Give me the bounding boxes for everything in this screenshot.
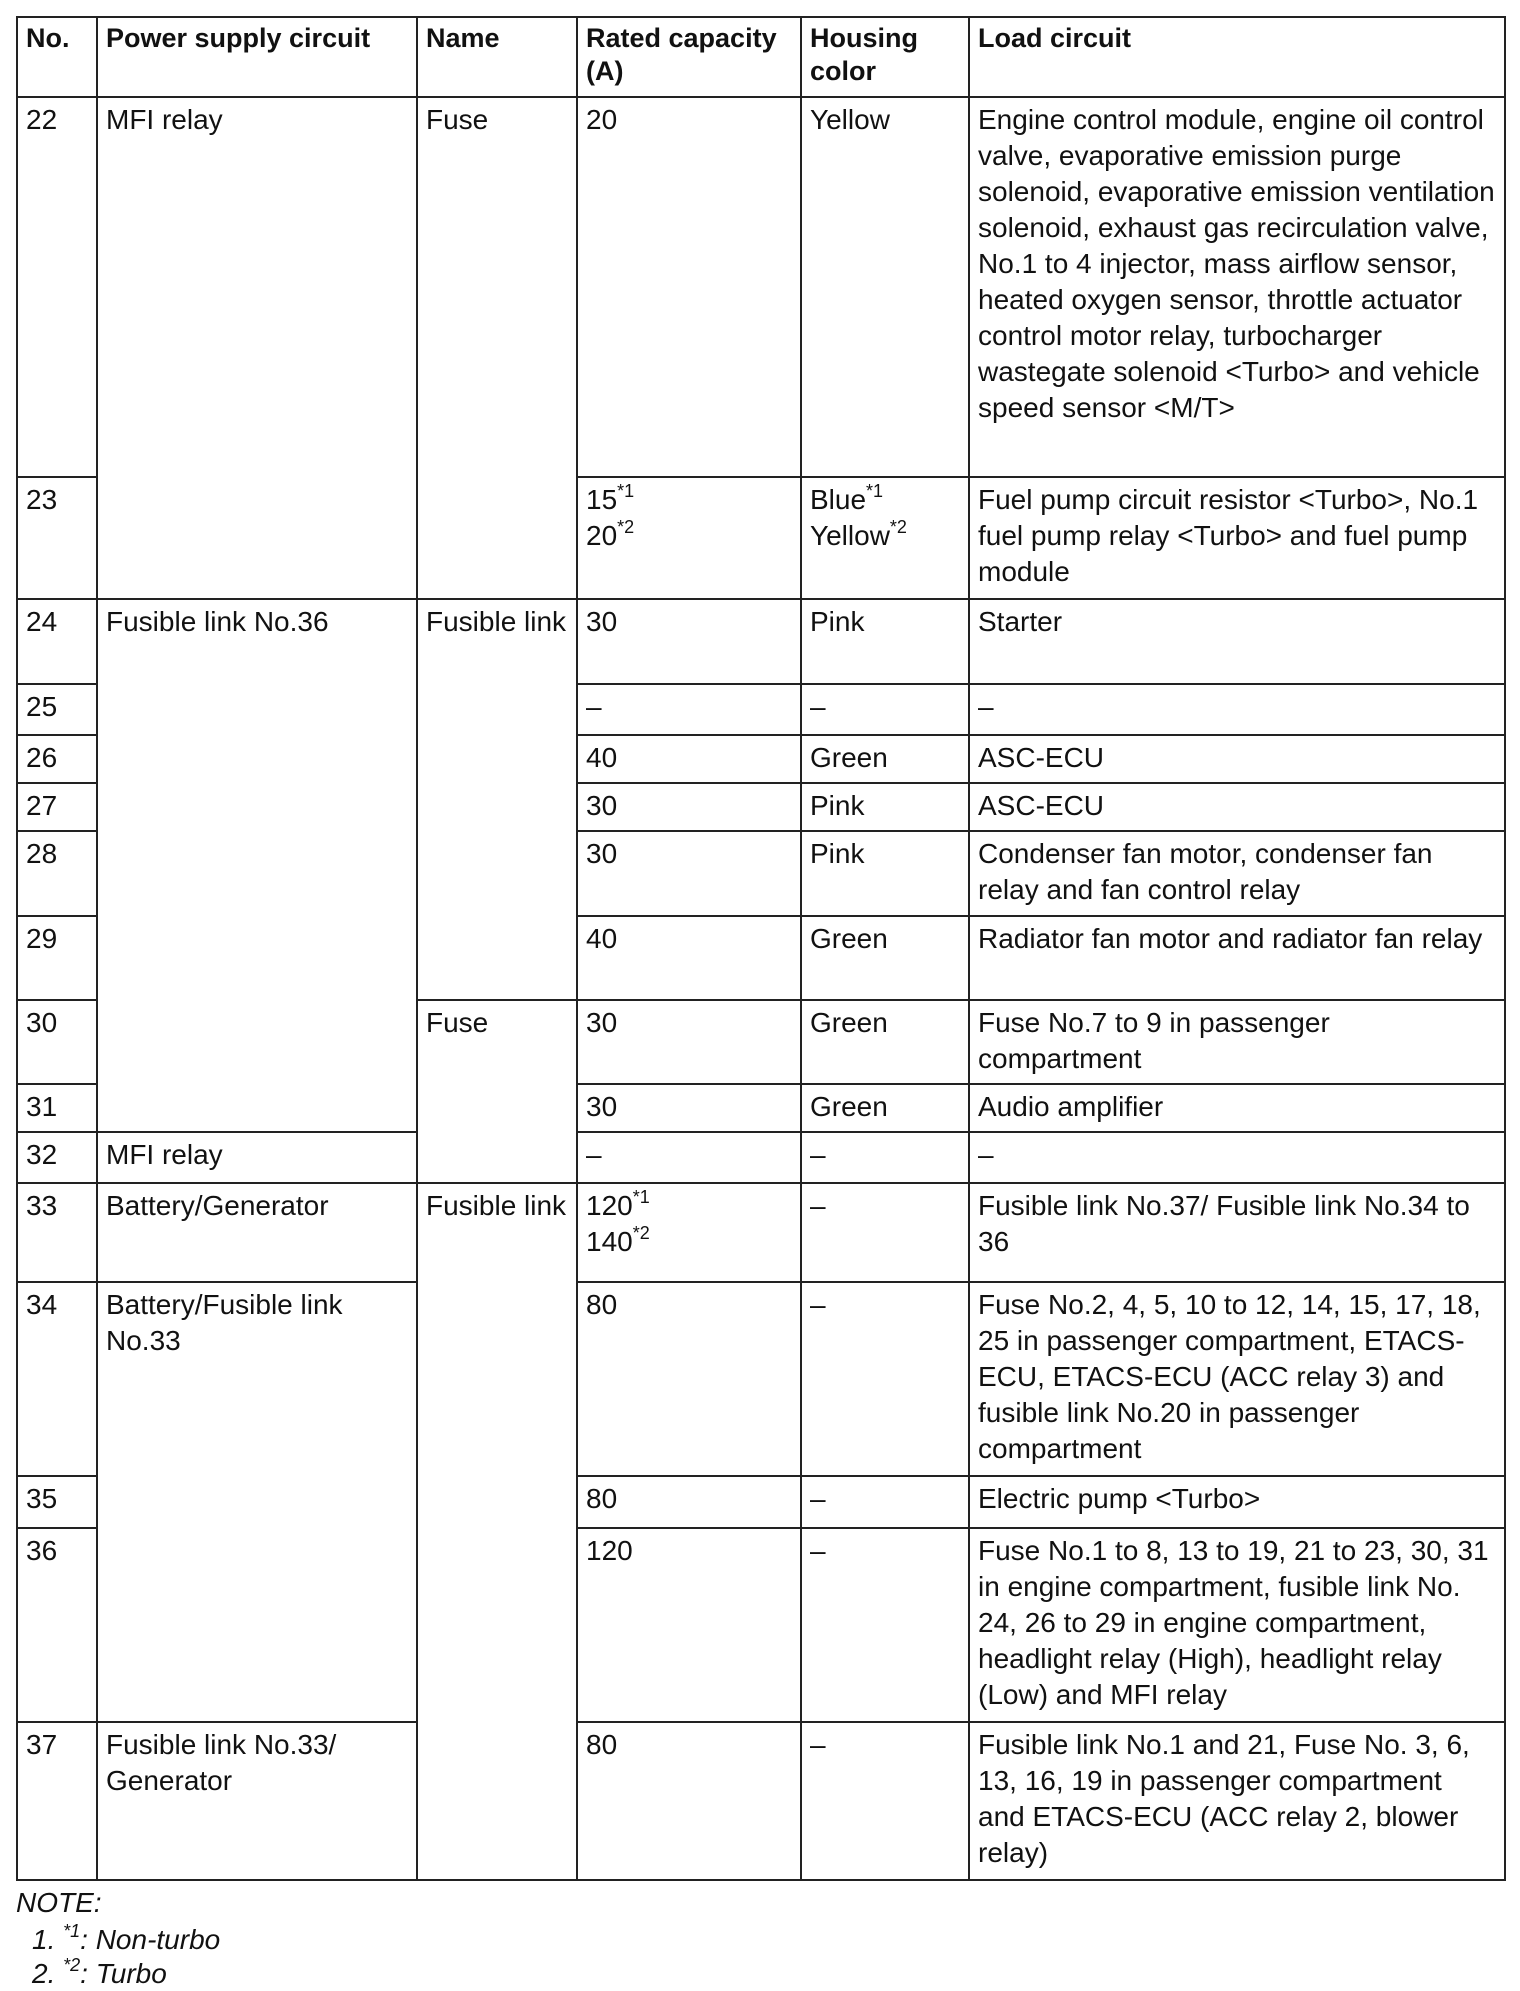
cell-value: Pink (810, 790, 865, 821)
cell-no: 36 (17, 1528, 97, 1722)
cell-value-line (810, 788, 960, 824)
cell-name: Fusible link (417, 599, 577, 1000)
cell-value-line (810, 1005, 960, 1041)
cell-value: 120 (586, 1535, 633, 1566)
cell-load-circuit: Fusible link No.1 and 21, Fuse No. 3, 6, 13, 16, 19 in passenger compartment and ETACS-ECU (ACC relay 2, blower relay) (969, 1722, 1505, 1880)
footnote-marker: *2 (617, 516, 635, 537)
cell-load-circuit: Fuse No.7 to 9 in passenger compartment (969, 1000, 1505, 1084)
cell-value: Green (810, 742, 888, 773)
cell-value-line (586, 740, 792, 776)
cell-housing-color (801, 1000, 969, 1084)
cell-no: 27 (17, 783, 97, 831)
cell-value-line (586, 1005, 792, 1041)
cell-housing-color (801, 735, 969, 783)
cell-value: – (586, 1139, 602, 1170)
cell-value: 30 (586, 1007, 618, 1038)
cell-value: – (810, 1535, 826, 1566)
cell-housing-color (801, 97, 969, 477)
cell-rated-capacity (577, 1000, 801, 1084)
note-item-number: 1. (32, 1924, 56, 1955)
cell-value-line (810, 1533, 960, 1569)
cell-rated-capacity (577, 735, 801, 783)
cell-load-circuit: Engine control module, engine oil control valve, evaporative emission purge solenoid, evaporative emission ventilation solenoid, exhaust gas recirculation valve, No.1 to 4 injector, mass airflow sensor, heated oxygen sensor, throttle actuator control motor relay, turbocharger wastegate solenoid <Turbo> and vehicle speed sensor <M/T> (969, 97, 1505, 477)
header-rated-capacity: Rated capacity (A) (577, 17, 801, 97)
cell-value-line (810, 1727, 960, 1763)
cell-load-circuit: Starter (969, 599, 1505, 684)
cell-value-line (586, 921, 792, 957)
cell-housing-color (801, 1282, 969, 1476)
cell-housing-color (801, 1476, 969, 1528)
cell-housing-color (801, 599, 969, 684)
cell-value: 80 (586, 1289, 618, 1320)
cell-power-supply: Fusible link No.33/ Generator (97, 1722, 417, 1880)
cell-value-line (810, 102, 960, 138)
cell-no: 35 (17, 1476, 97, 1528)
cell-rated-capacity (577, 477, 801, 599)
cell-no: 29 (17, 916, 97, 1000)
footnote-marker: *2 (632, 1222, 650, 1243)
cell-value-line (586, 1533, 792, 1569)
cell-load-circuit: Electric pump <Turbo> (969, 1476, 1505, 1528)
cell-rated-capacity (577, 1132, 801, 1183)
note-title: NOTE: (16, 1887, 102, 1918)
cell-no: 23 (17, 477, 97, 599)
cell-rated-capacity (577, 599, 801, 684)
cell-value-line (810, 518, 960, 554)
cell-no: 25 (17, 684, 97, 735)
cell-value-line (586, 1287, 792, 1323)
cell-value-line (586, 482, 792, 518)
cell-housing-color (801, 1132, 969, 1183)
cell-value: Green (810, 1007, 888, 1038)
cell-value-line (586, 1137, 792, 1173)
cell-value: 40 (586, 742, 618, 773)
cell-value: Yellow (810, 104, 890, 135)
cell-housing-color (801, 783, 969, 831)
cell-value-line (586, 1224, 792, 1260)
note-item-text: : Turbo (80, 1958, 167, 1989)
header-housing-color: Housing color (801, 17, 969, 97)
cell-value: 30 (586, 1091, 618, 1122)
cell-load-circuit: Fusible link No.37/ Fusible link No.34 to 36 (969, 1183, 1505, 1282)
cell-power-supply: Fusible link No.36 (97, 599, 417, 1132)
cell-value-line (810, 1287, 960, 1323)
cell-value: 80 (586, 1729, 618, 1760)
cell-no: 22 (17, 97, 97, 477)
note-item-marker: *1 (63, 1920, 81, 1941)
cell-value: 140 (586, 1226, 633, 1257)
cell-rated-capacity (577, 684, 801, 735)
cell-value-line (586, 604, 792, 640)
cell-value: Green (810, 923, 888, 954)
cell-value: 30 (586, 606, 618, 637)
footnote-marker: *1 (617, 480, 635, 501)
cell-no: 33 (17, 1183, 97, 1282)
cell-rated-capacity (577, 916, 801, 1000)
cell-rated-capacity (577, 1282, 801, 1476)
cell-no: 34 (17, 1282, 97, 1476)
cell-value: – (810, 1190, 826, 1221)
cell-no: 24 (17, 599, 97, 684)
cell-rated-capacity (577, 831, 801, 916)
header-power-supply-circuit: Power supply circuit (97, 17, 417, 97)
cell-value-line (810, 921, 960, 957)
cell-housing-color (801, 1183, 969, 1282)
cell-load-circuit: Condenser fan motor, condenser fan relay and fan control relay (969, 831, 1505, 916)
cell-housing-color (801, 1084, 969, 1132)
cell-housing-color (801, 1528, 969, 1722)
cell-no: 32 (17, 1132, 97, 1183)
cell-value: Green (810, 1091, 888, 1122)
cell-load-circuit: – (969, 684, 1505, 735)
cell-value: 30 (586, 790, 618, 821)
cell-rated-capacity (577, 1183, 801, 1282)
cell-value-line (586, 788, 792, 824)
cell-value: 20 (586, 520, 618, 551)
cell-value: Blue (810, 484, 867, 515)
cell-rated-capacity (577, 1476, 801, 1528)
cell-value: – (810, 691, 826, 722)
cell-value-line (586, 1481, 792, 1517)
cell-load-circuit: ASC-ECU (969, 783, 1505, 831)
header-no: No. (17, 17, 97, 97)
cell-value: – (810, 1729, 826, 1760)
footnote-marker: *1 (632, 1186, 650, 1207)
cell-value: 80 (586, 1483, 618, 1514)
cell-load-circuit: – (969, 1132, 1505, 1183)
cell-value: – (810, 1289, 826, 1320)
cell-name: Fusible link (417, 1183, 577, 1880)
cell-value: – (810, 1139, 826, 1170)
cell-value: 40 (586, 923, 618, 954)
cell-power-supply: MFI relay (97, 97, 417, 599)
cell-value-line (810, 1188, 960, 1224)
cell-name: Fuse (417, 1000, 577, 1183)
table-row (17, 1183, 1505, 1282)
cell-rated-capacity (577, 1528, 801, 1722)
cell-value-line (810, 1481, 960, 1517)
cell-value: – (810, 1483, 826, 1514)
header-load-circuit: Load circuit (969, 17, 1505, 97)
table-row (17, 97, 1505, 477)
cell-no: 30 (17, 1000, 97, 1084)
cell-housing-color (801, 1722, 969, 1880)
table-row (17, 1282, 1505, 1476)
cell-load-circuit: Fuse No.2, 4, 5, 10 to 12, 14, 15, 17, 18, 25 in passenger compartment, ETACS-ECU, ETACS-ECU (ACC relay 3) and fusible link No.20 in passenger compartment (969, 1282, 1505, 1476)
cell-name: Fuse (417, 97, 577, 599)
note-item (32, 1920, 1496, 1957)
cell-rated-capacity (577, 783, 801, 831)
cell-value-line (586, 1727, 792, 1763)
note-item (32, 1954, 1496, 1991)
cell-housing-color (801, 477, 969, 599)
table-row (17, 599, 1505, 684)
cell-value: Pink (810, 606, 865, 637)
cell-value: – (586, 691, 602, 722)
header-row (17, 17, 1505, 97)
cell-no: 31 (17, 1084, 97, 1132)
header-name: Name (417, 17, 577, 97)
cell-value-line (586, 1188, 792, 1224)
cell-value: Yellow (810, 520, 890, 551)
cell-value: 20 (586, 104, 618, 135)
cell-value: 120 (586, 1190, 633, 1221)
fuse-table (16, 16, 1506, 1881)
footnote-marker: *1 (866, 480, 884, 501)
cell-value-line (586, 518, 792, 554)
cell-value: 30 (586, 838, 618, 869)
cell-load-circuit: Radiator fan motor and radiator fan relay (969, 916, 1505, 1000)
cell-value-line (586, 1089, 792, 1125)
footnote-marker: *2 (889, 516, 907, 537)
cell-value: Pink (810, 838, 865, 869)
note-item-number: 2. (32, 1958, 56, 1989)
cell-value-line (810, 689, 960, 725)
cell-housing-color (801, 916, 969, 1000)
cell-value-line (810, 604, 960, 640)
cell-value-line (810, 1137, 960, 1173)
cell-rated-capacity (577, 1722, 801, 1880)
cell-load-circuit: Fuel pump circuit resistor <Turbo>, No.1 fuel pump relay <Turbo> and fuel pump module (969, 477, 1505, 599)
cell-housing-color (801, 831, 969, 916)
cell-no: 28 (17, 831, 97, 916)
cell-value-line (586, 689, 792, 725)
cell-value-line (586, 102, 792, 138)
cell-rated-capacity (577, 97, 801, 477)
table-row (17, 1722, 1505, 1880)
cell-rated-capacity (577, 1084, 801, 1132)
cell-load-circuit: Fuse No.1 to 8, 13 to 19, 21 to 23, 30, 31 in engine compartment, fusible link No. 24, 26 to 29 in engine compartment, headlight relay (High), headlight relay (Low) and MFI relay (969, 1528, 1505, 1722)
cell-value-line (586, 836, 792, 872)
cell-power-supply: Battery/Generator (97, 1183, 417, 1282)
note-section (16, 1887, 1496, 1991)
cell-load-circuit: ASC-ECU (969, 735, 1505, 783)
note-item-text: : Non-turbo (80, 1924, 221, 1955)
cell-value: 15 (586, 484, 618, 515)
cell-power-supply: MFI relay (97, 1132, 417, 1183)
note-item-marker: *2 (63, 1954, 81, 1975)
table-row (17, 1132, 1505, 1183)
note-list (16, 1920, 1496, 1991)
cell-load-circuit: Audio amplifier (969, 1084, 1505, 1132)
cell-housing-color (801, 684, 969, 735)
cell-value-line (810, 482, 960, 518)
cell-value-line (810, 836, 960, 872)
cell-value-line (810, 740, 960, 776)
cell-no: 26 (17, 735, 97, 783)
cell-no: 37 (17, 1722, 97, 1880)
cell-power-supply: Battery/Fusible link No.33 (97, 1282, 417, 1722)
cell-value-line (810, 1089, 960, 1125)
